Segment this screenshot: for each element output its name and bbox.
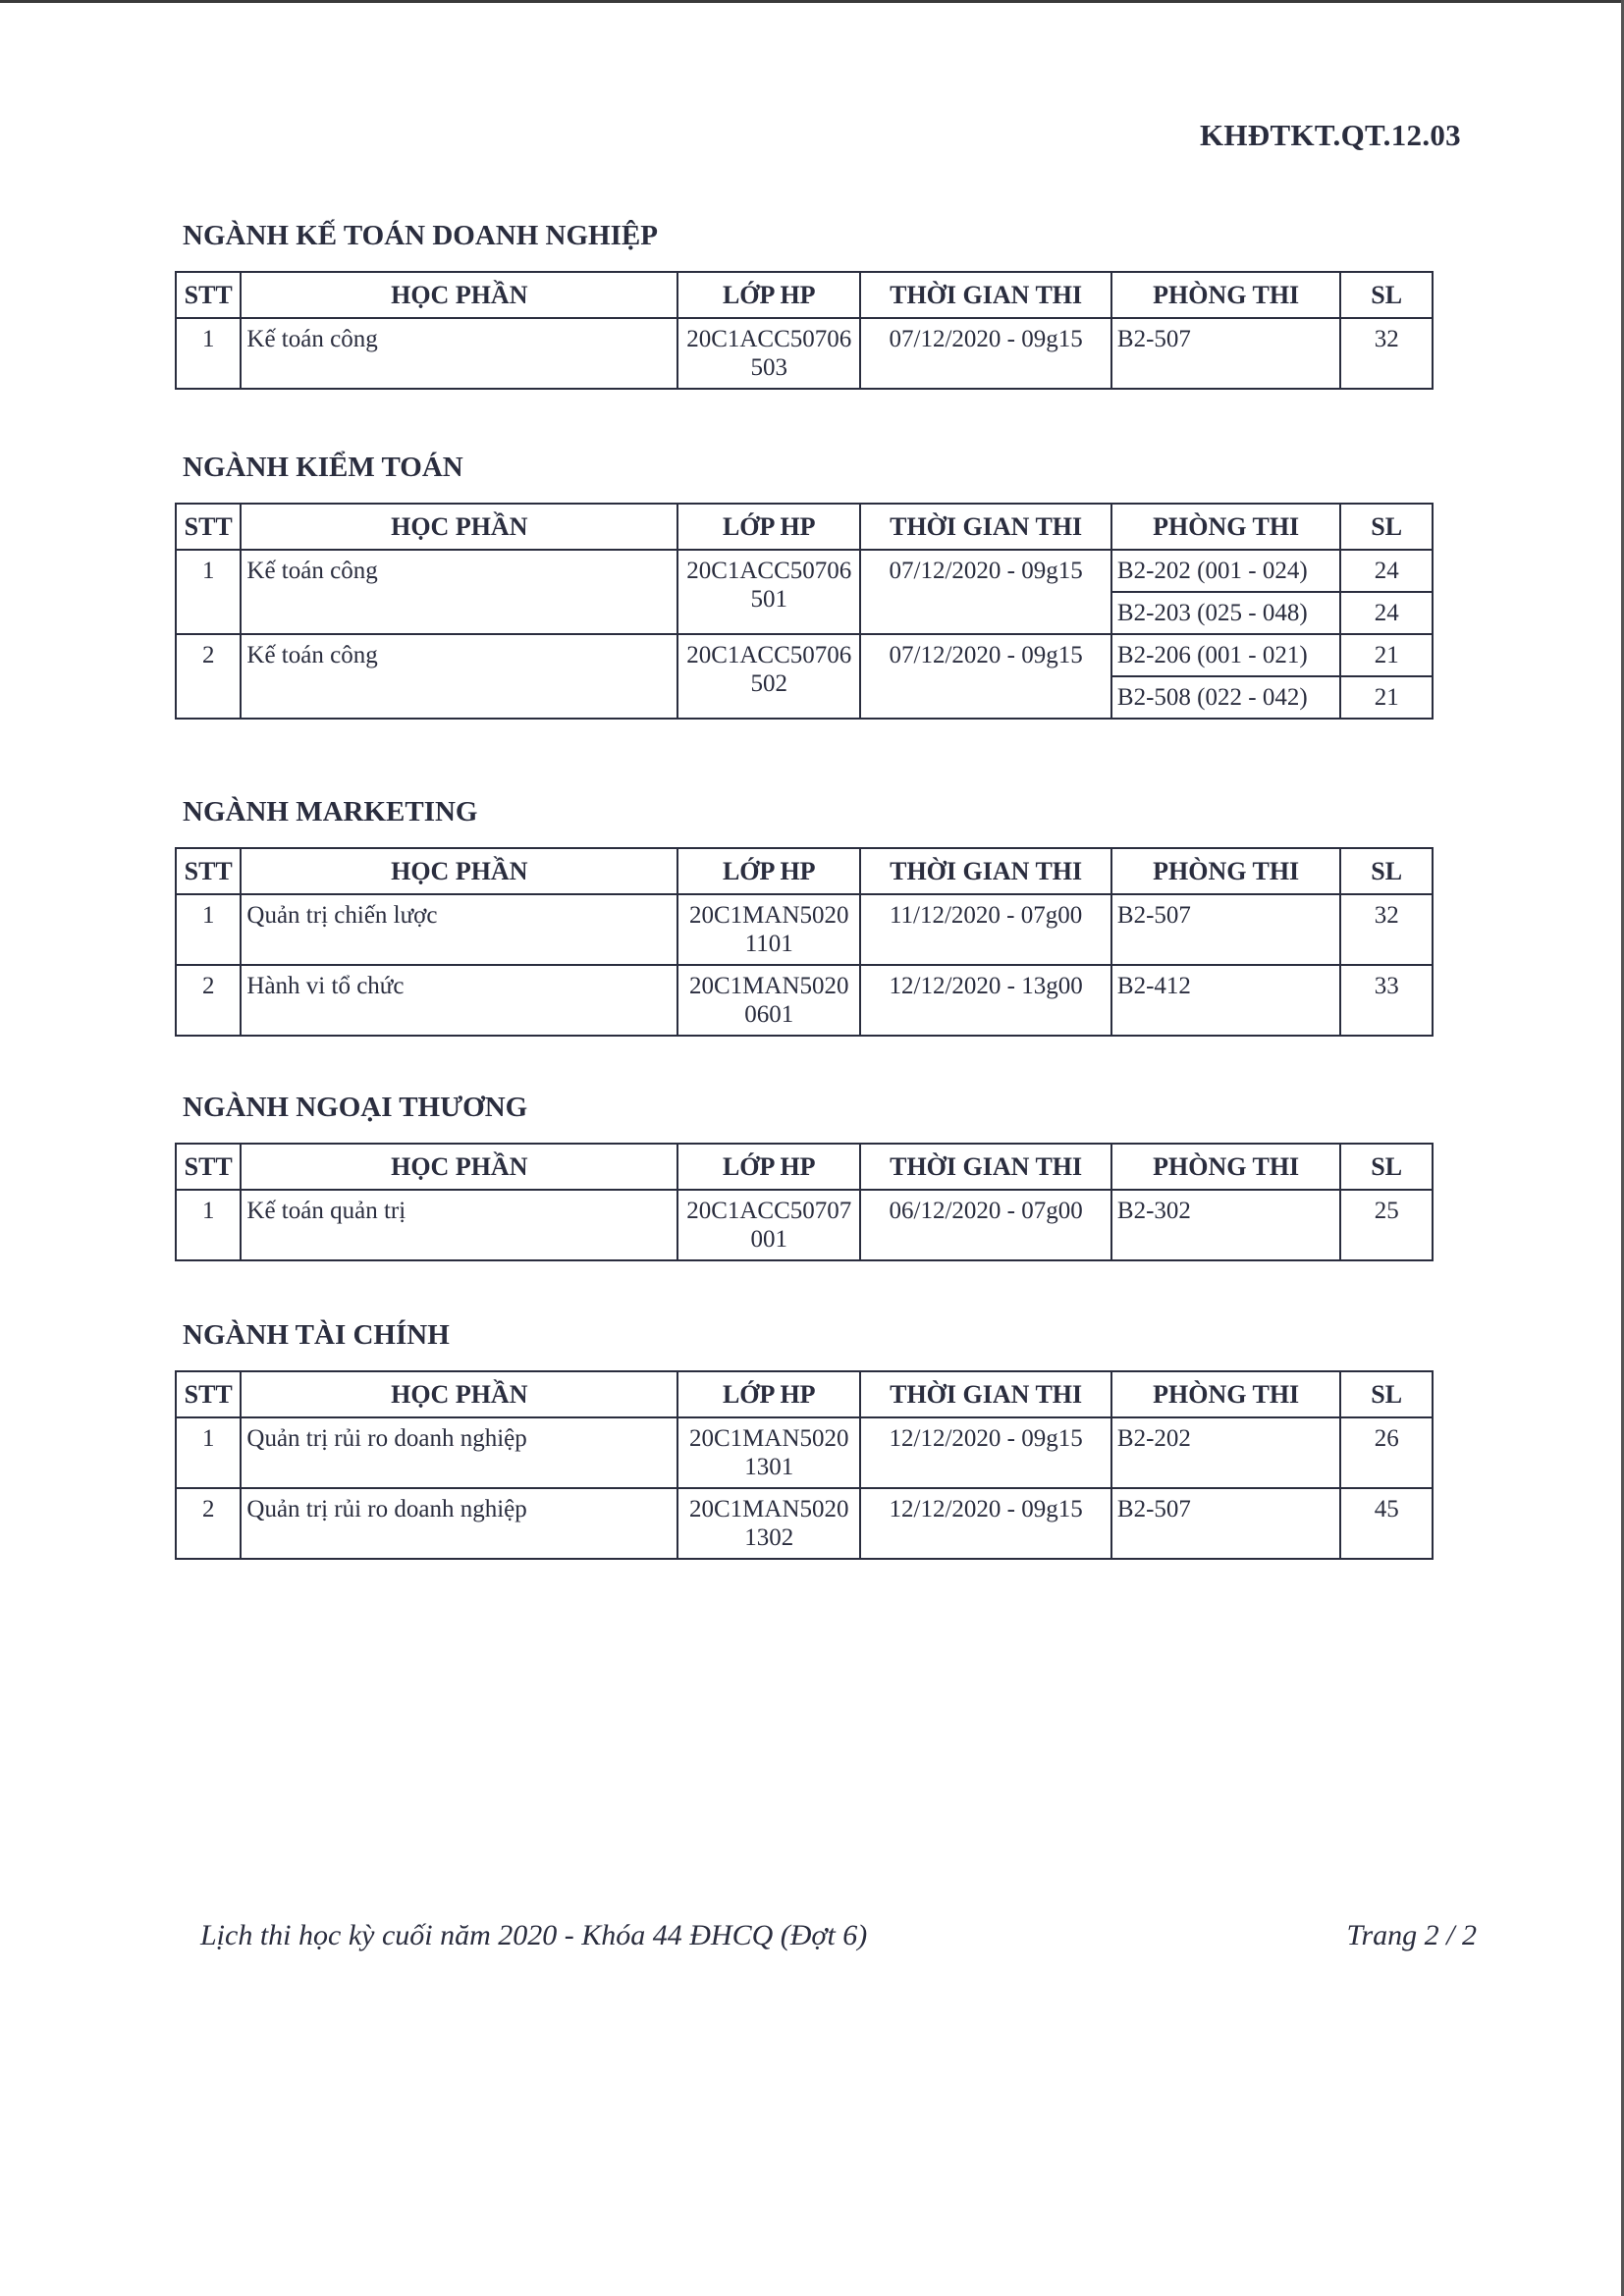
exam-table xyxy=(175,1370,1434,1560)
cell-thoi-gian-thi: 12/12/2020 - 13g00 xyxy=(860,965,1111,1036)
cell-hoc-phan: Quản trị chiến lược xyxy=(241,894,677,965)
cell-sl: 32 xyxy=(1340,318,1433,389)
cell-thoi-gian-thi: 06/12/2020 - 07g00 xyxy=(860,1190,1111,1260)
header-sl: SL xyxy=(1340,848,1433,894)
header-hoc-phan: HỌC PHẦN xyxy=(241,272,677,318)
cell-lop-hp: 20C1MAN5020 1302 xyxy=(677,1488,860,1559)
exam-table xyxy=(175,1143,1434,1261)
table-header-row xyxy=(176,1371,1433,1417)
table-header-row xyxy=(176,1144,1433,1190)
cell-lop-hp: 20C1ACC50706 502 xyxy=(677,634,860,719)
header-hoc-phan: HỌC PHẦN xyxy=(241,848,677,894)
header-hoc-phan: HỌC PHẦN xyxy=(241,1144,677,1190)
header-thoi-gian-thi: THỜI GIAN THI xyxy=(860,848,1111,894)
header-phong-thi: PHÒNG THI xyxy=(1111,848,1340,894)
header-hoc-phan: HỌC PHẦN xyxy=(241,1371,677,1417)
header-phong-thi: PHÒNG THI xyxy=(1111,1144,1340,1190)
cell-hoc-phan: Quản trị rủi ro doanh nghiệp xyxy=(241,1488,677,1559)
cell-sl: 24 xyxy=(1340,592,1433,634)
cell-sl: 45 xyxy=(1340,1488,1433,1559)
header-stt: STT xyxy=(176,504,241,550)
cell-phong-thi: B2-302 xyxy=(1111,1190,1340,1260)
cell-sl: 26 xyxy=(1340,1417,1433,1488)
cell-thoi-gian-thi: 11/12/2020 - 07g00 xyxy=(860,894,1111,965)
header-thoi-gian-thi: THỜI GIAN THI xyxy=(860,504,1111,550)
header-stt: STT xyxy=(176,1371,241,1417)
header-thoi-gian-thi: THỜI GIAN THI xyxy=(860,1371,1111,1417)
header-phong-thi: PHÒNG THI xyxy=(1111,504,1340,550)
cell-thoi-gian-thi: 07/12/2020 - 09g15 xyxy=(860,550,1111,634)
header-stt: STT xyxy=(176,1144,241,1190)
schedule-section xyxy=(175,214,1434,390)
table-header-row xyxy=(176,848,1433,894)
cell-phong-thi: B2-203 (025 - 048) xyxy=(1111,592,1340,634)
cell-sl: 21 xyxy=(1340,676,1433,719)
cell-phong-thi: B2-508 (022 - 042) xyxy=(1111,676,1340,719)
table-row xyxy=(176,894,1433,965)
cell-hoc-phan: Kế toán công xyxy=(241,318,677,389)
cell-sl: 21 xyxy=(1340,634,1433,676)
table-header-row xyxy=(176,504,1433,550)
schedule-section xyxy=(175,790,1434,1037)
header-sl: SL xyxy=(1340,504,1433,550)
header-stt: STT xyxy=(176,272,241,318)
table-row xyxy=(176,1417,1433,1488)
exam-table xyxy=(175,503,1434,720)
header-thoi-gian-thi: THỜI GIAN THI xyxy=(860,1144,1111,1190)
cell-lop-hp: 20C1ACC50706 501 xyxy=(677,550,860,634)
scan-edge-top xyxy=(0,0,1624,3)
table-row xyxy=(176,634,1433,676)
schedule-section xyxy=(175,1313,1434,1560)
table-header-row xyxy=(176,272,1433,318)
cell-stt: 2 xyxy=(176,634,241,719)
cell-hoc-phan: Kế toán quản trị xyxy=(241,1190,677,1260)
header-sl: SL xyxy=(1340,272,1433,318)
cell-sl: 33 xyxy=(1340,965,1433,1036)
cell-thoi-gian-thi: 07/12/2020 - 09g15 xyxy=(860,634,1111,719)
cell-lop-hp: 20C1MAN5020 0601 xyxy=(677,965,860,1036)
cell-phong-thi: B2-202 xyxy=(1111,1417,1340,1488)
cell-stt: 1 xyxy=(176,1417,241,1488)
table-row xyxy=(176,550,1433,592)
exam-table xyxy=(175,271,1434,390)
header-sl: SL xyxy=(1340,1144,1433,1190)
cell-phong-thi: B2-202 (001 - 024) xyxy=(1111,550,1340,592)
header-lop-hp: LỚP HP xyxy=(677,1371,860,1417)
section-title: NGÀNH NGOẠI THƯƠNG xyxy=(183,1092,528,1123)
table-row xyxy=(176,965,1433,1036)
exam-table xyxy=(175,847,1434,1037)
cell-phong-thi: B2-412 xyxy=(1111,965,1340,1036)
footer-title: Lịch thi học kỳ cuối năm 2020 - Khóa 44 ĐHCQ (Đợt 6) xyxy=(200,1919,868,1951)
cell-hoc-phan: Hành vi tổ chức xyxy=(241,965,677,1036)
header-lop-hp: LỚP HP xyxy=(677,272,860,318)
cell-thoi-gian-thi: 12/12/2020 - 09g15 xyxy=(860,1488,1111,1559)
schedule-section xyxy=(175,1086,1434,1261)
cell-hoc-phan: Quản trị rủi ro doanh nghiệp xyxy=(241,1417,677,1488)
section-title: NGÀNH KIỂM TOÁN xyxy=(183,452,463,483)
cell-hoc-phan: Kế toán công xyxy=(241,634,677,719)
cell-stt: 1 xyxy=(176,1190,241,1260)
table-row xyxy=(176,318,1433,389)
header-lop-hp: LỚP HP xyxy=(677,504,860,550)
section-title: NGÀNH KẾ TOÁN DOANH NGHIỆP xyxy=(183,220,658,251)
cell-lop-hp: 20C1ACC50706 503 xyxy=(677,318,860,389)
header-phong-thi: PHÒNG THI xyxy=(1111,1371,1340,1417)
header-stt: STT xyxy=(176,848,241,894)
cell-sl: 32 xyxy=(1340,894,1433,965)
header-thoi-gian-thi: THỜI GIAN THI xyxy=(860,272,1111,318)
section-title: NGÀNH MARKETING xyxy=(183,796,478,828)
document-code: KHĐTKT.QT.12.03 xyxy=(1199,118,1461,152)
schedule-section xyxy=(175,446,1434,720)
cell-phong-thi: B2-507 xyxy=(1111,894,1340,965)
cell-lop-hp: 20C1ACC50707 001 xyxy=(677,1190,860,1260)
cell-phong-thi: B2-507 xyxy=(1111,318,1340,389)
table-row xyxy=(176,1488,1433,1559)
cell-thoi-gian-thi: 12/12/2020 - 09g15 xyxy=(860,1417,1111,1488)
cell-sl: 24 xyxy=(1340,550,1433,592)
cell-thoi-gian-thi: 07/12/2020 - 09g15 xyxy=(860,318,1111,389)
cell-phong-thi: B2-507 xyxy=(1111,1488,1340,1559)
cell-lop-hp: 20C1MAN5020 1101 xyxy=(677,894,860,965)
cell-stt: 1 xyxy=(176,550,241,634)
header-lop-hp: LỚP HP xyxy=(677,848,860,894)
cell-stt: 1 xyxy=(176,894,241,965)
cell-phong-thi: B2-206 (001 - 021) xyxy=(1111,634,1340,676)
cell-stt: 2 xyxy=(176,1488,241,1559)
header-sl: SL xyxy=(1340,1371,1433,1417)
header-lop-hp: LỚP HP xyxy=(677,1144,860,1190)
cell-hoc-phan: Kế toán công xyxy=(241,550,677,634)
cell-sl: 25 xyxy=(1340,1190,1433,1260)
page-number: Trang 2 / 2 xyxy=(1346,1919,1477,1951)
cell-lop-hp: 20C1MAN5020 1301 xyxy=(677,1417,860,1488)
table-row xyxy=(176,1190,1433,1260)
cell-stt: 2 xyxy=(176,965,241,1036)
header-phong-thi: PHÒNG THI xyxy=(1111,272,1340,318)
cell-stt: 1 xyxy=(176,318,241,389)
section-title: NGÀNH TÀI CHÍNH xyxy=(183,1319,450,1351)
header-hoc-phan: HỌC PHẦN xyxy=(241,504,677,550)
